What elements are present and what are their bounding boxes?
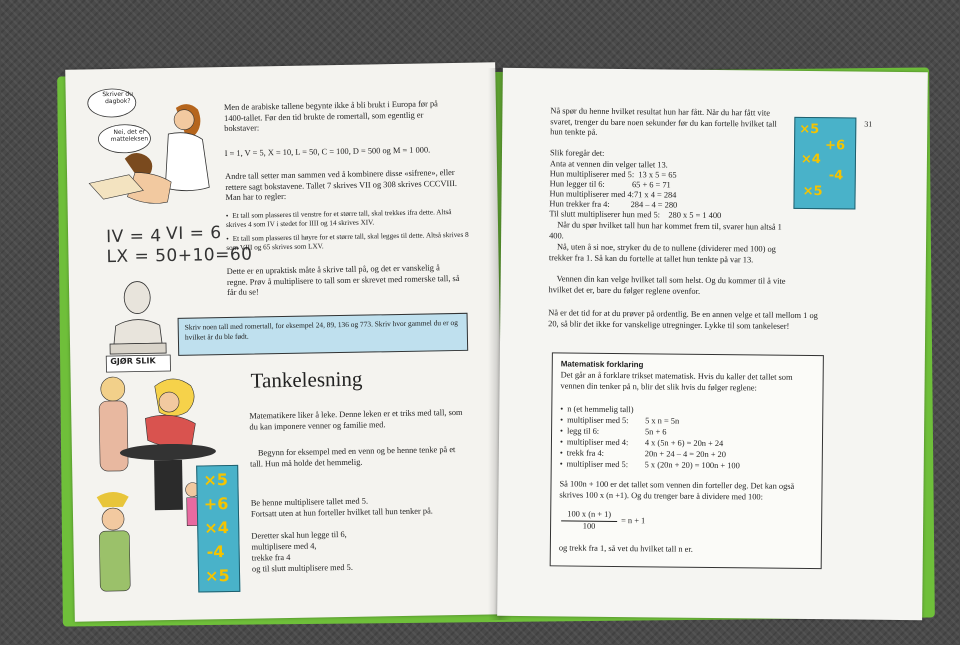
step-4: multiplisere med 4, xyxy=(251,541,317,552)
example-line-1: Anta at vennen din velger tallet 13. xyxy=(549,159,668,170)
example-intro: Slik foregår det: xyxy=(549,148,605,158)
handwritten-vi: VI = 6 xyxy=(165,223,222,245)
cube-op-5: ×5 xyxy=(802,183,823,200)
arabic-numbers-paragraph: Men de arabiske tallene begynte ikke å bli brukt i Europa før på 1400-tallet. Før den tid brukte de romertall, som egentlig er bokstaver: xyxy=(223,99,438,134)
math-row-4: • multipliser med 4: 4 x (5n + 6) = 20n + 24 xyxy=(560,437,816,450)
step-5: trekke fra 4 xyxy=(251,552,291,563)
cube-op-2: +6 xyxy=(203,494,229,514)
page-number: 31 xyxy=(864,119,873,129)
try-it-paragraph: Nå er det tid for at du prøver på ordentlig. Be en annen velge et tall mellom 1 og 20, så blir det ikke for vanskelige utregninger. Lykke til som tankeleser! xyxy=(548,308,818,331)
handwritten-iv: IV = 4 xyxy=(105,226,162,248)
step-3: Deretter skal hun legge til 6, xyxy=(251,529,347,541)
impractical-paragraph: Dette er en upraktisk måte å skrive tall på, og det er vanskelig å regne. Prøv å multiplisere to tall som er skrevet med romerske tall, så får du se! xyxy=(226,263,460,298)
example-line-4: Hun multipliserer med 4:71 x 4 = 284 xyxy=(549,189,677,200)
cube-op-2: +6 xyxy=(825,138,846,154)
operations-cube-right xyxy=(793,117,856,210)
strike-zeros-paragraph: Nå, uten å si noe, stryker du de to nullene (dividerer med 100) og trekker fra 1. Så kan du fortelle at tallet hun tenkte på var 13. xyxy=(548,242,776,264)
combine-paragraph: Andre tall setter man sammen ved å kombinere disse «sifrene», eller rettere sagt bokstavene. Tallet 7 skrives VII og 308 skrives CCCVIII. Man har to regler: xyxy=(225,168,458,203)
rule-add: • Et tall som plasseres til høyre for et større tall, skal legges til dette. Altså skrives 8 som VIII og 65 skrives som LXV. xyxy=(226,231,471,253)
roman-values-line: I = 1, V = 5, X = 10, L = 50, C = 100, D = 500 og M = 1 000. xyxy=(224,145,431,159)
right-page xyxy=(497,68,928,620)
step-1: Be henne multiplisere tallet med 5. xyxy=(250,496,369,508)
example-line-2: Hun multipliserer med 5: 13 x 5 = 65 xyxy=(549,169,677,180)
fraction-result: = n + 1 xyxy=(621,516,646,526)
cube-op-4: -4 xyxy=(206,542,225,562)
operations-cube-left xyxy=(196,465,240,593)
math-row-3: • legg til 6: 5n + 6 xyxy=(560,426,816,439)
math-box-ending: og trekk fra 1, så vet du hvilket tall n er. xyxy=(558,543,693,554)
math-row-1: • n (et hemmelig tall) xyxy=(560,404,816,417)
step-2: Fortsatt uten at hun forteller hvilket tall hun tenker på. xyxy=(250,506,433,519)
speech-bubble-diary: Skriver du dagbok? xyxy=(102,90,134,106)
math-row-6: • multipliser med 5: 5 x (20n + 20) = 100n + 100 xyxy=(560,459,816,472)
speech-bubble-homework: Nei, det er matteleksen xyxy=(110,128,149,144)
cube-op-5: ×5 xyxy=(204,566,230,586)
cube-op-3: ×4 xyxy=(800,151,821,168)
answer-paragraph: Når du spør hvilket tall hun har kommet frem til, svarer hun altså 1 400. xyxy=(549,220,782,240)
example-line-6: Til slutt multipliserer hun med 5: 280 x 5 = 1 400 xyxy=(549,209,722,221)
example-line-3: Hun legger til 6: 65 + 6 = 71 xyxy=(549,179,671,190)
result-paragraph: Nå spør du henne hvilket resultat hun har fått. Når du har fått vite svaret, trenger du bare noen sekunder før du kan fortelle hvilket tall hun tenkte på. xyxy=(550,106,777,137)
math-row-2: • multipliser med 5: 5 x n = 5n xyxy=(560,415,816,428)
do-this-sign: GJØR SLIK xyxy=(110,356,156,367)
left-page xyxy=(65,62,505,621)
step-6: og til slutt multiplisere med 5. xyxy=(251,562,353,574)
math-box-title: Matematisk forklaring xyxy=(560,359,644,370)
rule-subtract: • Et tall som plasseres til venstre for et større tall, skal trekkes ifra dette. Altså skrives 4 som IV i stedet for IIII og 14 skrives XIV. xyxy=(226,208,471,230)
section-heading: Tankelesning xyxy=(250,366,363,393)
handwritten-lx: LX = 50+10=60 xyxy=(106,244,253,268)
math-box-conclusion: Så 100n + 100 er det tallet som vennen din forteller deg. Det kan også skrives 100 x (n +1). Og du trenger bare å dividere med 100: xyxy=(559,479,795,502)
cube-op-1: ×5 xyxy=(799,121,820,138)
fraction-numerator: 100 x (n + 1) xyxy=(561,509,617,521)
cube-op-3: ×4 xyxy=(204,518,229,538)
example-line-5: Hun trekker fra 4: 284 – 4 = 280 xyxy=(549,199,678,210)
task-box: Skriv noen tall med romertall, for eksempel 24, 89, 136 og 773. Skriv hvor gammel du er og hvilket år du ble født. xyxy=(178,313,469,356)
cube-op-1: ×5 xyxy=(203,470,229,490)
begin-paragraph: Begynn for eksempel med en venn og be henne tenke på et tall. Hun må holde det hemmelig. xyxy=(250,445,456,469)
cube-op-4: -4 xyxy=(828,168,844,184)
math-explanation-box xyxy=(550,352,824,569)
fraction-denominator: 100 xyxy=(582,521,596,531)
math-box-intro: Det går an å forklare trikset matematisk. Hvis du kaller det tallet som vennen din tenker på n, blir det slik hvis du følger reglene: xyxy=(560,370,793,392)
math-row-5: • trekk fra 4: 20n + 24 – 4 = 20n + 20 xyxy=(560,448,816,461)
any-number-paragraph: Vennen din kan velge hvilket tall som helst. Og du kommer til å vite hvilket det er, bare du følger reglene ovenfor. xyxy=(548,274,786,296)
mathematicians-paragraph: Matematikere liker å leke. Denne leken er et triks med tall, som du kan imponere venner og familie med. xyxy=(249,407,463,432)
